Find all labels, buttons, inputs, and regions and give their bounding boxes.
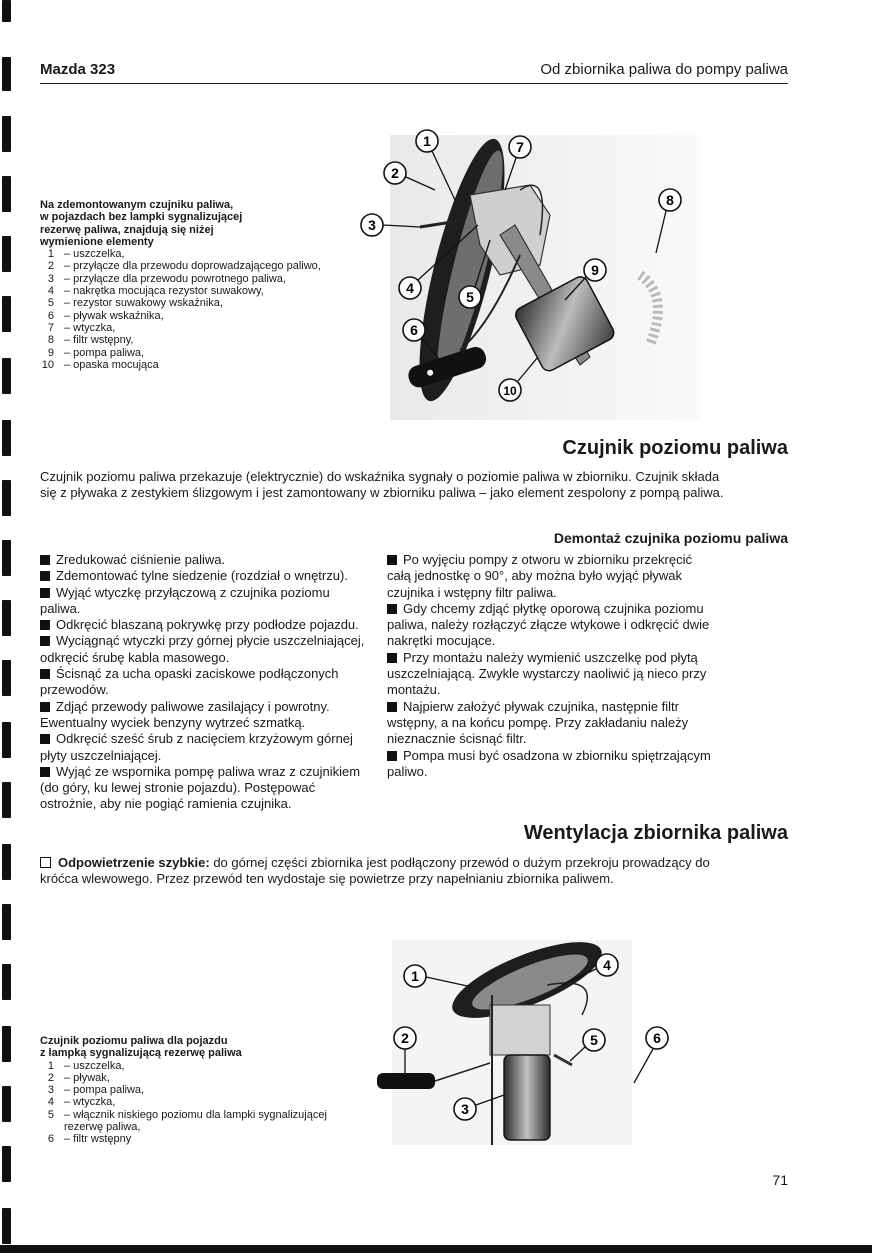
bullet-square-icon <box>40 702 50 712</box>
figure1-legend-item: 9 – pompa paliwa, <box>47 346 145 359</box>
bullet-square-icon <box>40 555 50 565</box>
step-item: Odkręcić blaszaną pokrywkę przy podłodze pojazdu. <box>40 617 366 633</box>
section-title-wentylacja: Wentylacja zbiornika paliwa <box>523 822 788 844</box>
figure2-legend-item: 3 – pompa paliwa, <box>47 1084 145 1097</box>
bullet-square-icon <box>387 751 397 761</box>
scan-bottom-edge <box>0 1245 872 1253</box>
figure1-caption <box>40 199 330 371</box>
figure1-legend-item: 10 – opaska mocująca <box>41 358 159 371</box>
figure1-legend-item: 5 – rezystor suwakowy wskaźnika, <box>47 297 223 310</box>
section1-intro: Czujnik poziomu paliwa przekazuje (elektrycznie) do wskaźnika sygnały o poziomie paliwa w zbiorniku. Czujnik składa się z pływaka z zestykiem ślizgowym i jest zamontowany w zbiorniku paliwa – jako element zespolony z pompą paliwa. <box>40 469 724 501</box>
figure2-legend-item: 6 – filtr wstępny <box>47 1133 132 1146</box>
step-item: Pompa musi być osadzona w zbiorniku spiętrzającym paliwo. <box>387 747 711 779</box>
figure2-caption <box>40 1035 330 1146</box>
svg-text:4: 4 <box>603 957 611 973</box>
callout-6 <box>634 1027 668 1083</box>
svg-text:6: 6 <box>653 1030 661 1046</box>
bullet-square-icon <box>387 555 397 565</box>
svg-text:2: 2 <box>401 1030 409 1046</box>
step-item: Gdy chcemy zdjąć płytkę oporową czujnika poziomu paliwa, należy rozłączyć złącze wtykowe i odkręcić dwie nakrętki mocujące. <box>387 600 710 649</box>
steps-left-column <box>40 552 366 813</box>
section2-lead: Odpowietrzenie szybkie: <box>58 855 210 870</box>
bullet-square-icon <box>40 588 50 598</box>
svg-text:10: 10 <box>503 384 517 398</box>
figure1-legend-item: 3 – przyłącze dla przewodu powrotnego paliwa, <box>47 272 286 285</box>
open-square-icon <box>40 857 51 868</box>
svg-text:5: 5 <box>590 1032 598 1048</box>
svg-text:3: 3 <box>461 1101 469 1117</box>
bullet-square-icon <box>40 734 50 744</box>
section2-paragraph <box>40 855 740 888</box>
header-left: Mazda 323 <box>40 61 116 78</box>
svg-text:6: 6 <box>410 322 418 338</box>
page-header <box>40 61 788 84</box>
step-item: Wyjąć wtyczkę przyłączową z czujnika poziomu paliwa. <box>40 584 330 616</box>
bullet-square-icon <box>40 636 50 646</box>
step-item: Odkręcić sześć śrub z nacięciem krzyżowym górnej płyty uszczelniającej. <box>40 731 353 763</box>
subsection-title-demontaz: Demontaż czujnika poziomu paliwa <box>553 530 788 546</box>
svg-text:4: 4 <box>406 280 414 296</box>
figure2-legend-item: 4 – wtyczka, <box>47 1096 116 1109</box>
figure1-legend-item: 1 – uszczelka, <box>47 248 125 261</box>
step-item: Zdjąć przewody paliwowe zasilający i powrotny. Ewentualny wyciek benzyny wytrzeć szmatką. <box>40 698 330 730</box>
step-item: Zdemontować tylne siedzenie (rozdział o wnętrzu). <box>40 568 366 584</box>
figure1-legend-item: 7 – wtyczka, <box>47 321 116 334</box>
step-item: Po wyjęciu pompy z otworu w zbiorniku przekręcić całą jednostkę o 90°, aby można było wyjąć pływak czujnika i wstępny filtr paliwa. <box>387 552 692 600</box>
section2-text: do górnej części zbiornika jest podłączony przewód o dużym przekroju prowadzący do króćca wlewowego. Przez przewód ten wydostaje się powietrze przy napełnianiu zbiornika paliwem. <box>40 855 710 887</box>
figure1-legend-item: 8 – filtr wstępny, <box>47 334 134 347</box>
bullet-square-icon <box>387 702 397 712</box>
figure1-legend-item: 2 – przyłącze dla przewodu doprowadzającego paliwo, <box>47 260 321 273</box>
step-item: Najpierw założyć pływak czujnika, następnie filtr wstępny, a na końcu pompę. Przy zakładaniu należy nieznacznie ścisnąć filtr. <box>387 698 689 747</box>
bullet-square-icon <box>387 604 397 614</box>
svg-text:1: 1 <box>411 968 419 984</box>
header-right: Od zbiornika paliwa do pompy paliwa <box>540 61 788 78</box>
bullet-square-icon <box>40 620 50 630</box>
svg-text:9: 9 <box>591 262 599 278</box>
bullet-square-icon <box>40 669 50 679</box>
svg-text:1: 1 <box>423 133 431 149</box>
step-item: Zredukować ciśnienie paliwa. <box>40 552 366 568</box>
svg-text:3: 3 <box>368 217 376 233</box>
figure2-legend-item: 1 – uszczelka, <box>47 1059 125 1072</box>
figure1-caption-title: Na zdemontowanym czujniku paliwa, w pojazdach bez lampki sygnalizującej rezerwę paliwa, znajdują się niżej wymienione elementy <box>40 199 243 248</box>
bullet-square-icon <box>387 653 397 663</box>
svg-text:8: 8 <box>666 192 674 208</box>
svg-text:7: 7 <box>516 139 524 155</box>
figure2-legend-item: 2 – pływak, <box>47 1071 110 1084</box>
step-item: Wyciągnąć wtyczki przy górnej płycie uszczelniającej, odkręcić śrubę kabla masowego. <box>40 633 365 665</box>
figure2-caption-title: Czujnik poziomu paliwa dla pojazdu z lampką sygnalizującą rezerwę paliwa <box>40 1035 242 1060</box>
svg-text:5: 5 <box>466 289 474 305</box>
step-item: Ścisnąć za ucha opaski zaciskowe podłączonych przewodów. <box>40 666 339 698</box>
step-item: Wyjąć ze wspornika pompę paliwa wraz z czujnikiem (do góry, ku lewej stronie pojazdu). Postępować ostrożnie, aby nie pogiąć ramienia czujnika. <box>40 763 361 812</box>
section-title-czujnik: Czujnik poziomu paliwa <box>562 437 788 459</box>
figure1-legend-item: 4 – nakrętka mocująca rezystor suwakowy, <box>47 285 264 298</box>
scan-edge-marks <box>0 0 14 1253</box>
bullet-square-icon <box>40 571 50 581</box>
svg-text:2: 2 <box>391 165 399 181</box>
bullet-square-icon <box>40 767 50 777</box>
step-item: Przy montażu należy wymienić uszczelkę pod płytą uszczelniającą. Zwykle wystarczy naoliwić ją nieco przy montażu. <box>387 649 707 698</box>
figure2-fuel-sender-photo <box>372 935 692 1150</box>
figure1-fuel-sender-photo <box>350 125 710 425</box>
figure2-legend-item: 5 – włącznik niskiego poziomu dla lampki sygnalizującej rezerwę paliwa, <box>47 1108 327 1134</box>
page-number: 71 <box>772 1172 788 1188</box>
steps-right-column <box>387 552 713 780</box>
figure1-legend-item: 6 – pływak wskaźnika, <box>47 309 164 322</box>
